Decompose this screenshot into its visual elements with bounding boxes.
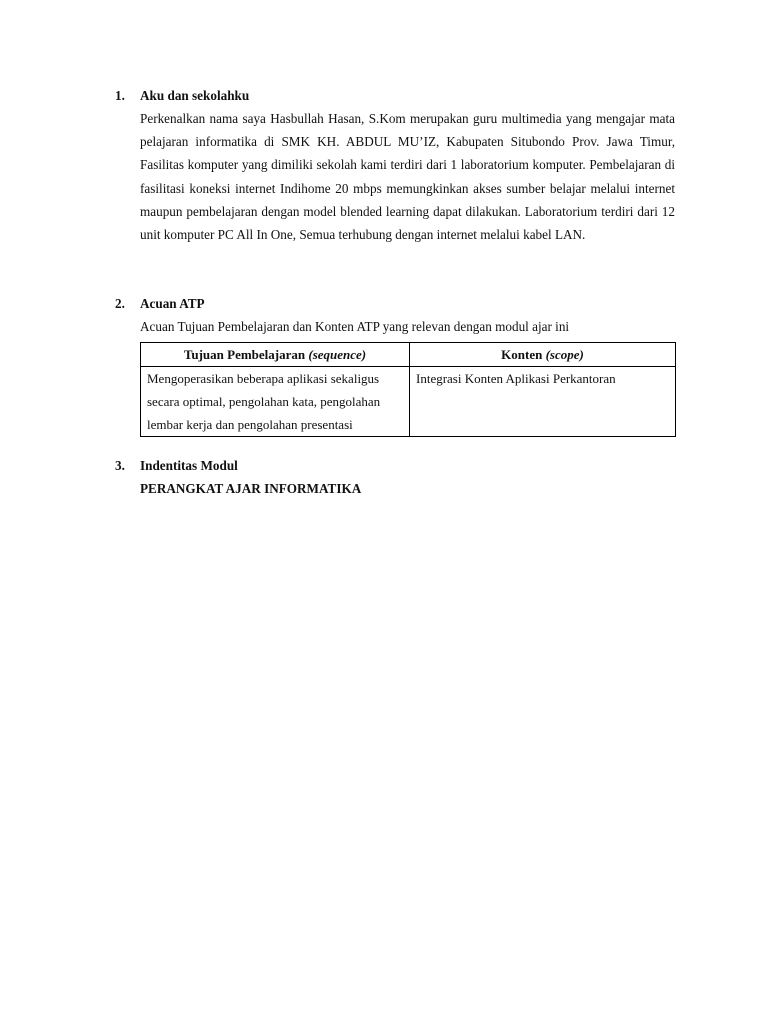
cell-tujuan: Mengoperasikan beberapa aplikasi sekaligus secara optimal, pengolahan kata, pengolahan lembar kerja dan pengolahan presentasi bbox=[141, 367, 410, 437]
section-aku-dan-sekolahku bbox=[115, 84, 675, 246]
section-title: Indentitas Modul bbox=[140, 458, 238, 473]
section-acuan-atp bbox=[115, 292, 675, 437]
section-number: 3. bbox=[115, 458, 125, 473]
section-title: Aku dan sekolahku bbox=[140, 88, 250, 103]
section-title: Acuan ATP bbox=[140, 296, 205, 311]
table-header-row bbox=[141, 343, 676, 367]
header-label: Tujuan Pembelajaran bbox=[183, 347, 306, 363]
header-note: (scope) bbox=[545, 347, 584, 363]
section-number: 2. bbox=[115, 296, 125, 311]
header-note: (sequence) bbox=[308, 347, 367, 363]
atp-table bbox=[140, 342, 676, 437]
section-identitas-modul bbox=[115, 454, 675, 500]
intro-paragraph: Perkenalkan nama saya Hasbullah Hasan, S.Kom merupakan guru multimedia yang mengajar mata pelajaran informatika di SMK KH. ABDUL MU’IZ, Kabupaten Situbondo Prov. Jawa Timur, Fasilitas komputer yang dimiliki sekolah kami terdiri dari 1 laboratorium komputer. Pembelajaran di fasilitasi koneksi internet Indihome 20 mbps memungkinkan akses sumber belajar melalui internet maupun pembelajaran dengan model blended learning dapat dilakukan. Laboratorium terdiri dari 12 unit komputer PC All In One, Semua terhubung dengan internet melalui kabel LAN. bbox=[140, 111, 675, 243]
section-heading bbox=[115, 84, 675, 107]
section-heading bbox=[115, 292, 675, 315]
atp-intro-text: Acuan Tujuan Pembelajaran dan Konten ATP yang relevan dengan modul ajar ini bbox=[140, 319, 570, 334]
header-tujuan-pembelajaran bbox=[141, 343, 410, 367]
cell-konten: Integrasi Konten Aplikasi Perkantoran bbox=[410, 367, 676, 437]
section-heading bbox=[115, 454, 675, 477]
section-body bbox=[140, 315, 675, 338]
section-number: 1. bbox=[115, 88, 125, 103]
section-body bbox=[140, 107, 675, 246]
header-label: Konten bbox=[501, 347, 543, 363]
table-row bbox=[141, 367, 676, 437]
header-konten bbox=[410, 343, 676, 367]
module-name: PERANGKAT AJAR INFORMATIKA bbox=[140, 481, 362, 496]
